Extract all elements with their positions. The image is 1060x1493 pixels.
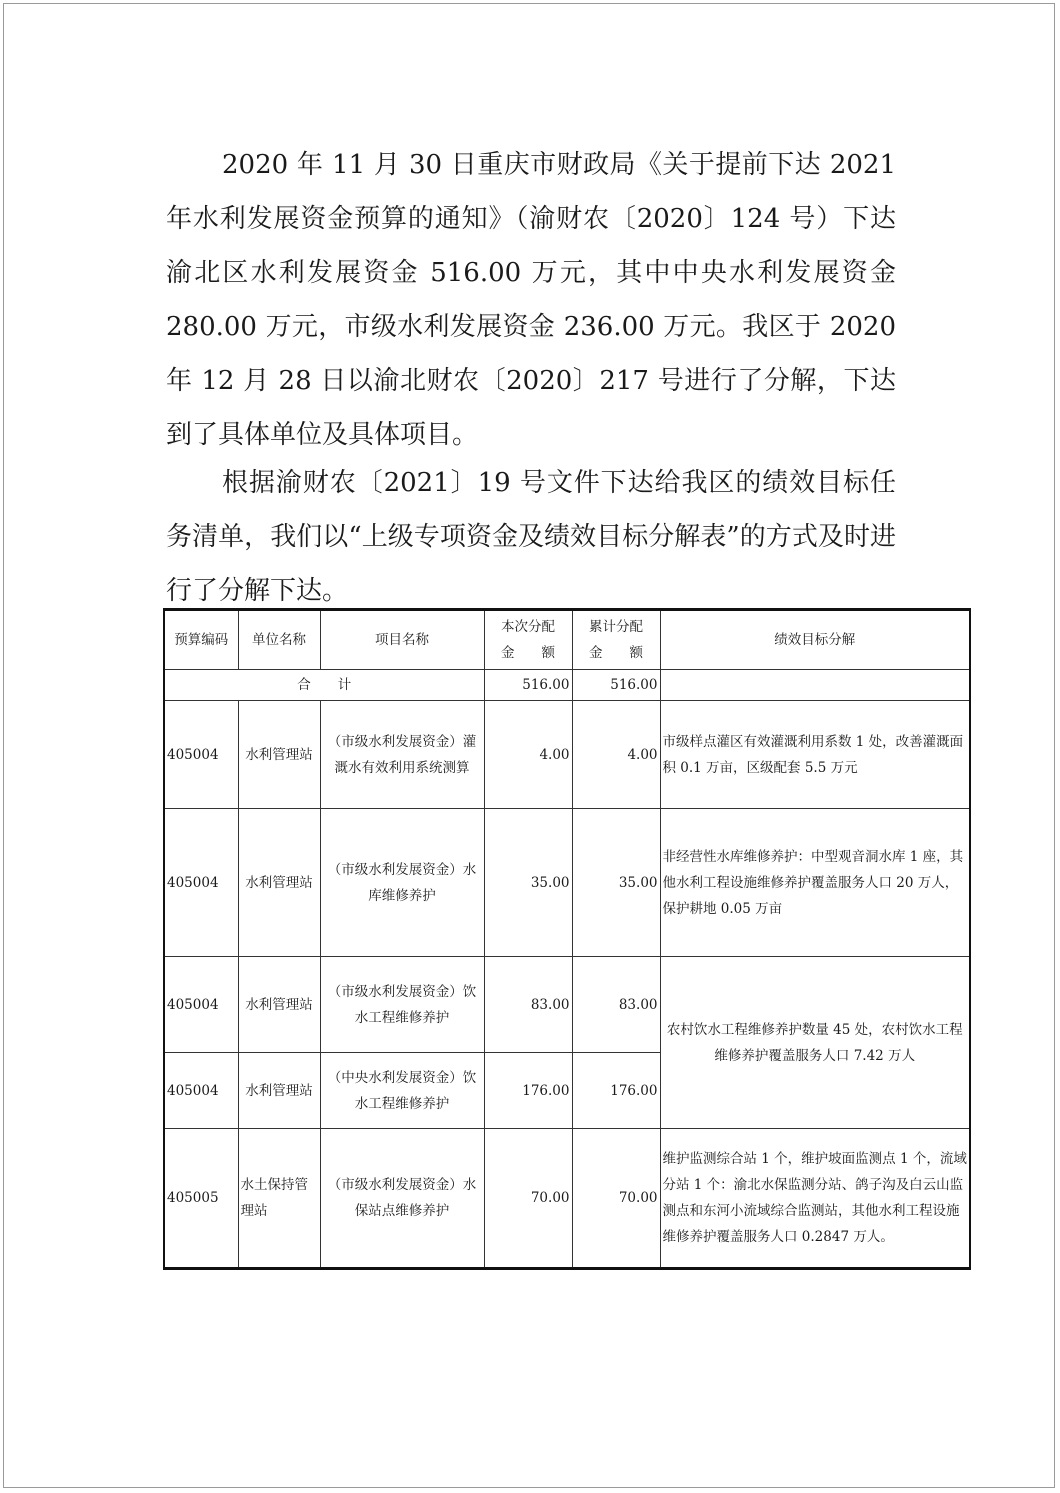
row-target: 维护监测综合站 1 个，维护坡面监测点 1 个，流域分站 1 个：渝北水保监测分站、鸽子沟及白云山监测点和东河小流域综合监测站，其他水利工程设施维修养护覆盖服务人口 0.2847 万人。 xyxy=(660,1129,970,1269)
paragraph-2-container xyxy=(166,456,896,618)
table-row xyxy=(164,1129,970,1269)
header-cumulative-line1: 累计分配 xyxy=(589,619,643,635)
table-header-row xyxy=(164,610,970,670)
header-target: 绩效目标分解 xyxy=(660,610,970,670)
header-cumulative xyxy=(572,610,660,670)
paragraph-1: 2020 年 11 月 30 日重庆市财政局《关于提前下达 2021 年水利发展资金预算的通知》（渝财农〔2020〕124 号）下达渝北区水利发展资金 516.00 万元，其中中央水利发展资金 280.00 万元，市级水利发展资金 236.00 万元。我区于 2020 年 12 月 28 日以渝北财农〔2020〕217 号进行了分解，下达到了具体单位及具体项目。 xyxy=(166,150,896,450)
table-row xyxy=(164,957,970,1053)
row-current: 83.00 xyxy=(484,957,572,1053)
row-unit: 水利管理站 xyxy=(238,701,320,809)
total-target xyxy=(660,670,970,701)
row-cumulative: 83.00 xyxy=(572,957,660,1053)
row-unit: 水利管理站 xyxy=(238,809,320,957)
row-code: 405005 xyxy=(164,1129,238,1269)
total-row xyxy=(164,670,970,701)
row-project: （市级水利发展资金）水保站点维修养护 xyxy=(320,1129,484,1269)
paragraph-1-container xyxy=(166,138,896,462)
header-unit: 单位名称 xyxy=(238,610,320,670)
row-project: （市级水利发展资金）灌溉水有效利用系统测算 xyxy=(320,701,484,809)
row-unit: 水利管理站 xyxy=(238,1053,320,1129)
row-current: 176.00 xyxy=(484,1053,572,1129)
header-current xyxy=(484,610,572,670)
row-current: 70.00 xyxy=(484,1129,572,1269)
paragraph-2: 根据渝财农〔2021〕19 号文件下达给我区的绩效目标任务清单，我们以“上级专项资金及绩效目标分解表”的方式及时进行了分解下达。 xyxy=(166,468,896,606)
row-cumulative: 4.00 xyxy=(572,701,660,809)
header-project: 项目名称 xyxy=(320,610,484,670)
header-cumulative-line2: 金 额 xyxy=(589,645,643,661)
row-project: （中央水利发展资金）饮水工程维修养护 xyxy=(320,1053,484,1129)
row-target: 农村饮水工程维修养护数量 45 处，农村饮水工程维修养护覆盖服务人口 7.42 万人 xyxy=(660,957,970,1129)
row-code: 405004 xyxy=(164,701,238,809)
total-cumulative: 516.00 xyxy=(572,670,660,701)
row-cumulative: 176.00 xyxy=(572,1053,660,1129)
header-current-line2: 金 额 xyxy=(501,645,555,661)
row-current: 35.00 xyxy=(484,809,572,957)
row-project: （市级水利发展资金）饮水工程维修养护 xyxy=(320,957,484,1053)
row-cumulative: 35.00 xyxy=(572,809,660,957)
row-unit: 水利管理站 xyxy=(238,957,320,1053)
row-code: 405004 xyxy=(164,809,238,957)
row-target: 市级样点灌区有效灌溉利用系数 1 处，改善灌溉面积 0.1 万亩，区级配套 5.5 万元 xyxy=(660,701,970,809)
row-unit: 水土保持管理站 xyxy=(238,1129,320,1269)
table-row xyxy=(164,809,970,957)
row-cumulative: 70.00 xyxy=(572,1129,660,1269)
header-current-line1: 本次分配 xyxy=(501,619,555,635)
total-current: 516.00 xyxy=(484,670,572,701)
row-project: （市级水利发展资金）水库维修养护 xyxy=(320,809,484,957)
table-row xyxy=(164,701,970,809)
row-code: 405004 xyxy=(164,957,238,1053)
row-current: 4.00 xyxy=(484,701,572,809)
header-code: 预算编码 xyxy=(164,610,238,670)
total-label: 合 计 xyxy=(164,670,484,701)
allocation-table xyxy=(163,608,971,1270)
row-target: 非经营性水库维修养护：中型观音洞水库 1 座，其他水利工程设施维修养护覆盖服务人口 20 万人，保护耕地 0.05 万亩 xyxy=(660,809,970,957)
row-code: 405004 xyxy=(164,1053,238,1129)
